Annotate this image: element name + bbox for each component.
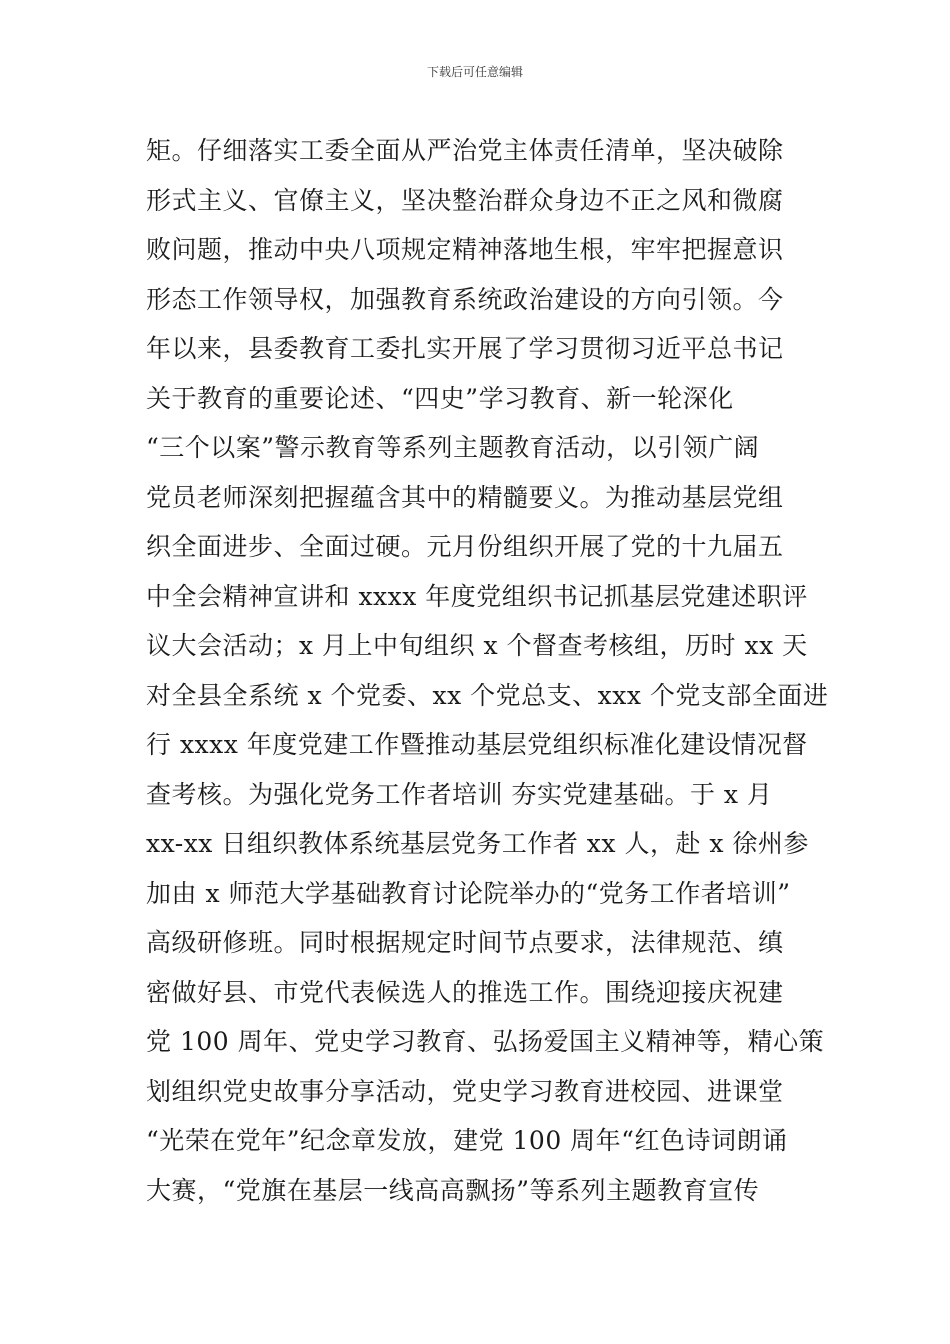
- body-line: 关于教育的重要论述、“四史”学习教育、新一轮深化: [146, 383, 734, 413]
- body-line: 年以来，县委教育工委扎实开展了学习贯彻习近平总书记: [146, 334, 784, 363]
- body-line: xx-xx 日组织教体系统基层党务工作者 xx 人，赴 x 徐州参: [146, 829, 809, 858]
- body-line: 议大会活动；x 月上中旬组织 x 个督查考核组，历时 xx 天: [146, 631, 808, 660]
- body-line: 织全面进步、全面过硬。元月份组织开展了党的十九届五: [146, 532, 784, 561]
- body-line: 查考核。为强化党务工作者培训 夯实党建基础。于 x 月: [146, 779, 773, 809]
- body-line: 加由 x 师范大学基础教育讨论院举办的“党务工作者培训”: [146, 878, 791, 908]
- body-line: 形式主义、官僚主义，坚决整治群众身边不正之风和微腐: [146, 185, 784, 215]
- body-line: 形态工作领导权，加强教育系统政治建设的方向引领。今: [146, 284, 784, 314]
- body-line: “三个以案”警示教育等系列主题教育活动，以引领广阔: [146, 433, 760, 462]
- body-line: 对全县全系统 x 个党委、xx 个党总支、xxx 个党支部全面进: [146, 680, 829, 710]
- page-header: 下载后可任意编辑: [426, 65, 523, 79]
- body-line: 高级研修班。同时根据规定时间节点要求，法律规范、缜: [146, 928, 784, 957]
- document-body: [146, 126, 829, 1215]
- body-line: 矩。仔细落实工委全面从严治党主体责任清单，坚决破除: [146, 136, 784, 165]
- body-line: 划组织党史故事分享活动，党史学习教育进校园、进课堂: [146, 1076, 784, 1106]
- body-line: 党 100 周年、党史学习教育、弘扬爱国主义精神等，精心策: [146, 1027, 825, 1056]
- body-line: 中全会精神宣讲和 xxxx 年度党组织书记抓基层党建述职评: [146, 581, 808, 611]
- body-line: “光荣在党年”纪念章发放，建党 100 周年“红色诗词朗诵: [146, 1126, 788, 1155]
- body-line: 败问题，推动中央八项规定精神落地生根，牢牢把握意识: [146, 235, 784, 264]
- body-line: 密做好县、市党代表候选人的推选工作。围绕迎接庆祝建: [146, 977, 784, 1007]
- body-line: 党员老师深刻把握蕴含其中的精髓要义。为推动基层党组: [146, 482, 784, 512]
- body-line: 行 xxxx 年度党建工作暨推动基层党组织标准化建设情况督: [146, 730, 808, 759]
- body-line: 大赛，“党旗在基层一线高高飘扬”等系列主题教育宣传: [146, 1175, 760, 1205]
